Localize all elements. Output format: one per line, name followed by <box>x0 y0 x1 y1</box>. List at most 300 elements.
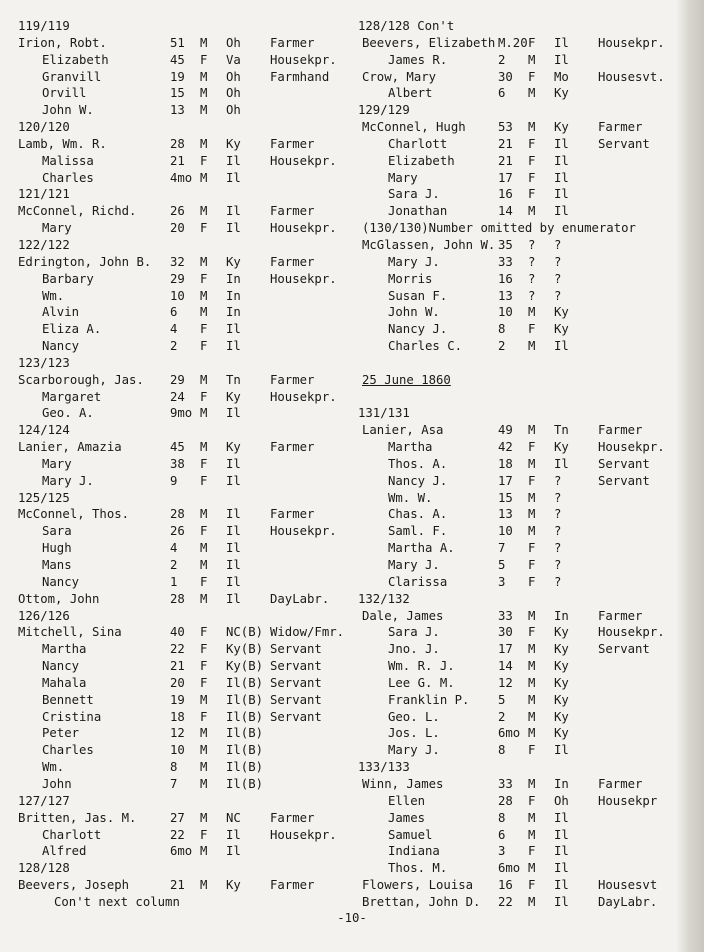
census-entry <box>18 692 362 709</box>
enumeration-date-text: 25 June 1860 <box>362 372 451 387</box>
person-sex: F <box>200 524 208 539</box>
person-occupation: Farmer <box>270 204 315 219</box>
person-birthplace: Il <box>226 221 241 236</box>
person-occupation: Farmhand <box>270 69 330 84</box>
person-birthplace: Il <box>554 878 569 893</box>
person-name: John W. <box>388 305 440 320</box>
person-name: Wm. W. <box>388 490 433 505</box>
person-name: Brettan, John D. <box>362 894 481 909</box>
person-occupation: Housekpr. <box>270 389 337 404</box>
census-entry <box>358 304 688 321</box>
census-entry <box>358 540 688 557</box>
dwelling-number-text: 132/132 <box>358 591 410 606</box>
person-sex: F <box>528 35 536 50</box>
person-sex: M <box>528 810 536 825</box>
person-age: 3 <box>498 844 506 859</box>
person-age: 28 <box>170 591 185 606</box>
person-name: Charlott <box>388 136 448 151</box>
census-entry <box>358 170 688 187</box>
person-sex: M <box>200 305 208 320</box>
person-birthplace: Il <box>554 894 569 909</box>
person-birthplace: Il <box>226 339 241 354</box>
person-sex: M <box>528 659 536 674</box>
person-name: John <box>42 776 72 791</box>
person-name: Jno. J. <box>388 642 440 657</box>
person-birthplace: Va <box>226 52 241 67</box>
person-name: Martha <box>388 440 433 455</box>
person-age: 4mo <box>170 170 193 185</box>
person-birthplace: Il <box>554 861 569 876</box>
person-birthplace: Il <box>554 827 569 842</box>
person-name: Cristina <box>42 709 102 724</box>
person-birthplace: Ky <box>554 120 569 135</box>
person-name: Susan F. <box>388 288 448 303</box>
person-sex: M <box>200 372 208 387</box>
person-sex: M <box>528 490 536 505</box>
person-sex: M <box>528 827 536 842</box>
person-sex: M <box>528 507 536 522</box>
person-name: Indiana <box>388 844 440 859</box>
census-entry <box>358 742 688 759</box>
person-sex: M <box>528 305 536 320</box>
person-name: Orvill <box>42 86 87 101</box>
person-birthplace: Il(B) <box>226 743 264 758</box>
census-entry <box>358 860 688 877</box>
person-birthplace: Il <box>226 558 241 572</box>
person-name: Martha A. <box>388 541 455 556</box>
person-sex: F <box>200 574 208 589</box>
person-age: 49 <box>498 423 513 438</box>
dwelling-number-text: 131/131 <box>358 406 410 421</box>
person-birthplace: Mo <box>554 69 569 84</box>
person-age: 26 <box>170 524 185 539</box>
person-age: 6 <box>498 86 506 101</box>
census-entry <box>358 490 688 507</box>
person-name: Saml. F. <box>388 524 448 539</box>
person-occupation: DayLabr. <box>598 894 658 909</box>
person-sex: ? <box>528 271 536 286</box>
person-age: 15 <box>170 86 185 101</box>
person-name: Thos. M. <box>388 861 448 876</box>
census-entry <box>358 338 688 355</box>
dwelling-number-text: 127/127 <box>18 793 70 808</box>
person-sex: ? <box>528 288 536 303</box>
dwelling-number <box>18 793 362 810</box>
person-occupation: Servant <box>270 692 322 707</box>
person-name: Alfred <box>42 844 87 859</box>
person-birthplace: Il <box>226 524 241 539</box>
person-birthplace: Oh <box>226 103 241 118</box>
person-birthplace: ? <box>554 558 562 572</box>
person-birthplace: Il <box>554 204 569 219</box>
person-occupation: Housekpr. <box>598 35 665 50</box>
person-age: 40 <box>170 625 185 640</box>
census-entry <box>18 35 362 52</box>
census-entry <box>358 675 688 692</box>
person-birthplace: Il <box>226 827 241 842</box>
census-entry <box>18 203 362 220</box>
person-occupation: Servant <box>270 659 322 674</box>
person-birthplace: Ky <box>226 878 241 893</box>
person-sex: M <box>528 52 536 67</box>
person-age: 10 <box>170 743 185 758</box>
person-birthplace: Tn <box>226 372 241 387</box>
person-age: 22 <box>498 894 513 909</box>
person-occupation: Farmer <box>270 810 315 825</box>
person-birthplace: Ky <box>226 136 241 151</box>
person-name: Mary J. <box>388 743 440 758</box>
person-occupation: Housesvt. <box>598 69 665 84</box>
person-name: Mary J. <box>388 558 440 572</box>
census-entry <box>18 540 362 557</box>
person-occupation: Housekpr. <box>270 524 337 539</box>
person-occupation: Farmer <box>598 608 643 623</box>
person-age: 33 <box>498 254 513 269</box>
person-age: 30 <box>498 625 513 640</box>
person-name: Sara J. <box>388 187 440 202</box>
person-sex: M <box>200 760 208 775</box>
census-entry <box>358 877 688 894</box>
census-entry <box>18 338 362 355</box>
person-occupation: Housekpr. <box>598 625 665 640</box>
census-entry <box>358 810 688 827</box>
person-sex: M <box>528 726 536 741</box>
census-entry <box>358 827 688 844</box>
census-entry <box>18 304 362 321</box>
person-birthplace: Il(B) <box>226 709 264 724</box>
person-birthplace: Il <box>554 52 569 67</box>
person-age: 10 <box>170 288 185 303</box>
dwelling-number <box>358 759 688 776</box>
person-birthplace: Il(B) <box>226 760 264 775</box>
census-entry <box>18 641 362 658</box>
dwelling-number <box>18 422 362 439</box>
person-occupation: Farmer <box>270 507 315 522</box>
person-birthplace: Ky <box>554 642 569 657</box>
person-name: Nancy <box>42 659 80 674</box>
person-age: 7 <box>498 541 506 556</box>
person-birthplace: Il <box>226 153 241 168</box>
census-entry <box>358 153 688 170</box>
person-birthplace: Il <box>554 170 569 185</box>
blank-line <box>358 355 688 372</box>
person-birthplace: Oh <box>226 86 241 101</box>
person-name: Alvin <box>42 305 80 320</box>
person-sex: M <box>528 776 536 791</box>
person-birthplace: ? <box>554 288 562 303</box>
person-age: 22 <box>170 827 185 842</box>
person-age: 24 <box>170 389 185 404</box>
person-age: 22 <box>170 642 185 657</box>
person-sex: M <box>528 692 536 707</box>
census-entry <box>18 372 362 389</box>
dwelling-number <box>18 237 362 254</box>
person-age: 20 <box>170 221 185 236</box>
person-birthplace: ? <box>554 271 562 286</box>
person-age: 6mo <box>170 844 193 859</box>
census-entry <box>18 759 362 776</box>
census-entry <box>358 523 688 540</box>
person-birthplace: ? <box>554 541 562 556</box>
person-name: Franklin P. <box>388 692 470 707</box>
person-age: 19 <box>170 69 185 84</box>
person-name: Chas. A. <box>388 507 448 522</box>
person-birthplace: Il <box>226 591 241 606</box>
census-entry <box>18 506 362 523</box>
person-age: 32 <box>170 254 185 269</box>
person-sex: M <box>200 776 208 791</box>
census-entry <box>358 506 688 523</box>
person-sex: F <box>200 827 208 842</box>
census-entry <box>358 574 688 591</box>
census-entry <box>358 288 688 305</box>
person-age: 8 <box>498 322 506 337</box>
person-age: 16 <box>498 271 513 286</box>
person-birthplace: Oh <box>226 69 241 84</box>
census-entry <box>18 456 362 473</box>
person-birthplace: In <box>226 305 241 320</box>
person-sex: F <box>200 221 208 236</box>
person-sex: F <box>528 322 536 337</box>
person-age: 10 <box>498 305 513 320</box>
person-name: Dale, James <box>362 608 444 623</box>
person-name: Wm. <box>42 760 65 775</box>
person-name: Geo. A. <box>42 406 94 421</box>
person-birthplace: NC(B) <box>226 625 264 640</box>
person-birthplace: Il(B) <box>226 692 264 707</box>
person-occupation: Farmer <box>270 136 315 151</box>
dwelling-number <box>358 591 688 608</box>
person-birthplace: Ky <box>554 625 569 640</box>
person-birthplace: ? <box>554 507 562 522</box>
census-entry <box>18 675 362 692</box>
person-sex: M <box>528 709 536 724</box>
person-birthplace: Ky <box>554 692 569 707</box>
census-entry <box>358 473 688 490</box>
person-birthplace: In <box>554 608 569 623</box>
person-birthplace: Il <box>226 844 241 859</box>
person-age: 2 <box>498 709 506 724</box>
census-entry <box>358 725 688 742</box>
person-age: 7 <box>170 776 178 791</box>
right-column <box>358 18 688 911</box>
census-entry <box>18 523 362 540</box>
census-entry <box>18 153 362 170</box>
person-sex: F <box>528 793 536 808</box>
dwelling-number <box>18 119 362 136</box>
blank-line <box>358 389 688 406</box>
person-age: 33 <box>498 776 513 791</box>
person-occupation: Farmer <box>598 776 643 791</box>
person-sex: F <box>528 473 536 488</box>
dwelling-number <box>18 355 362 372</box>
census-entry <box>18 69 362 86</box>
person-name: Nancy <box>42 339 80 354</box>
person-age: 13 <box>170 103 185 118</box>
dwelling-number-text: 128/128 Con't <box>358 19 455 33</box>
person-occupation: Servant <box>598 642 650 657</box>
person-age: 18 <box>498 456 513 471</box>
person-sex: M <box>200 810 208 825</box>
census-entry <box>358 237 688 254</box>
person-age: 14 <box>498 204 513 219</box>
census-entry <box>18 136 362 153</box>
dwelling-number-text: 126/126 <box>18 608 70 623</box>
person-name: Eliza A. <box>42 322 102 337</box>
person-age: 17 <box>498 170 513 185</box>
page-number: -10- <box>337 911 367 925</box>
person-occupation: Housekpr. <box>270 271 337 286</box>
person-age: 2 <box>170 339 178 354</box>
person-occupation: Farmer <box>598 120 643 135</box>
person-age: 16 <box>498 878 513 893</box>
person-sex: M <box>200 541 208 556</box>
census-entry <box>358 608 688 625</box>
person-sex: F <box>528 743 536 758</box>
person-name: Granvill <box>42 69 102 84</box>
census-entry <box>358 52 688 69</box>
dwelling-number <box>358 102 688 119</box>
census-entry <box>358 624 688 641</box>
person-name: Lee G. M. <box>388 675 455 690</box>
census-entry <box>18 439 362 456</box>
person-name: Samuel <box>388 827 433 842</box>
person-name: Charles <box>42 743 94 758</box>
person-sex: F <box>200 52 208 67</box>
person-age: 30 <box>498 69 513 84</box>
census-entry <box>358 254 688 271</box>
person-birthplace: Il <box>226 322 241 337</box>
person-age: 2 <box>170 558 178 572</box>
person-occupation: Servant <box>598 473 650 488</box>
person-sex: M <box>528 339 536 354</box>
person-sex: M <box>528 86 536 101</box>
person-age: 21 <box>170 153 185 168</box>
person-name: McConnel, Hugh <box>362 120 466 135</box>
person-sex: M <box>200 170 208 185</box>
person-sex: F <box>200 625 208 640</box>
census-entry <box>358 136 688 153</box>
person-age: 21 <box>498 136 513 151</box>
person-name: Jonathan <box>388 204 448 219</box>
person-name: Wm. R. J. <box>388 659 455 674</box>
census-entry <box>358 658 688 675</box>
person-birthplace: Il <box>554 136 569 151</box>
person-name: Elizabeth <box>388 153 455 168</box>
dwelling-number-text: 122/122 <box>18 237 70 252</box>
person-birthplace: Il <box>554 844 569 859</box>
census-entry <box>18 405 362 422</box>
census-entry <box>18 776 362 793</box>
person-occupation: Farmer <box>270 35 315 50</box>
census-entry <box>358 843 688 860</box>
person-sex: F <box>200 473 208 488</box>
person-sex: M <box>528 642 536 657</box>
person-age: 2 <box>498 52 506 67</box>
person-birthplace: ? <box>554 473 562 488</box>
person-age: 53 <box>498 120 513 135</box>
person-age: 17 <box>498 473 513 488</box>
person-sex: F <box>528 69 536 84</box>
person-sex: M <box>528 608 536 623</box>
person-birthplace: Il <box>226 406 241 421</box>
census-entry <box>18 827 362 844</box>
census-entry <box>358 69 688 86</box>
person-birthplace: Il <box>554 35 569 50</box>
person-age: 9mo <box>170 406 193 421</box>
person-sex: M <box>528 120 536 135</box>
person-sex: M <box>200 103 208 118</box>
person-age: 4 <box>170 322 178 337</box>
left-column <box>18 18 362 911</box>
person-occupation: Servant <box>598 136 650 151</box>
person-birthplace: Ky(B) <box>226 642 264 657</box>
person-occupation: Farmer <box>270 440 315 455</box>
person-sex: F <box>528 878 536 893</box>
person-occupation: Housekpr. <box>270 221 337 236</box>
person-sex: M <box>200 726 208 741</box>
person-age: 19 <box>170 692 185 707</box>
person-sex: M <box>200 406 208 421</box>
person-age: 27 <box>170 810 185 825</box>
person-name: Martha <box>42 642 87 657</box>
person-age: 26 <box>170 204 185 219</box>
census-entry <box>18 843 362 860</box>
person-sex: M <box>200 692 208 707</box>
person-age: 6 <box>170 305 178 320</box>
person-age: 35 <box>498 237 513 252</box>
person-birthplace: ? <box>554 254 562 269</box>
person-sex: M <box>200 35 208 50</box>
person-birthplace: Oh <box>226 35 241 50</box>
person-age: 10 <box>498 524 513 539</box>
person-birthplace: Ky <box>554 726 569 741</box>
person-sex: M <box>200 440 208 455</box>
person-sex: M <box>200 288 208 303</box>
person-sex: M <box>200 591 208 606</box>
person-birthplace: Il <box>226 473 241 488</box>
person-sex: F <box>200 659 208 674</box>
dwelling-number-text: 129/129 <box>358 103 410 118</box>
person-name: Mahala <box>42 675 87 690</box>
dwelling-number-text: 128/128 <box>18 861 70 876</box>
person-age: 18 <box>170 709 185 724</box>
person-sex: F <box>200 339 208 354</box>
person-sex: F <box>528 187 536 202</box>
dwelling-number <box>18 860 362 877</box>
person-name: Bennett <box>42 692 94 707</box>
person-sex: F <box>200 389 208 404</box>
person-name: Thos. A. <box>388 456 448 471</box>
census-entry <box>18 591 362 608</box>
person-occupation: Housesvt <box>598 878 658 893</box>
person-birthplace: Il <box>554 810 569 825</box>
person-sex: F <box>528 844 536 859</box>
person-occupation: Housekpr <box>598 793 658 808</box>
person-name: Scarborough, Jas. <box>18 372 144 387</box>
dwelling-number-text: 119/119 <box>18 19 70 33</box>
person-sex: F <box>528 136 536 151</box>
census-entry <box>18 85 362 102</box>
person-sex: F <box>528 541 536 556</box>
person-age: 5 <box>498 558 506 572</box>
person-occupation: Housekpr. <box>598 440 665 455</box>
person-age: 21 <box>498 153 513 168</box>
person-occupation: Farmer <box>270 254 315 269</box>
person-sex: M <box>528 204 536 219</box>
person-name: Charles C. <box>388 339 463 354</box>
person-name: Edrington, John B. <box>18 254 152 269</box>
